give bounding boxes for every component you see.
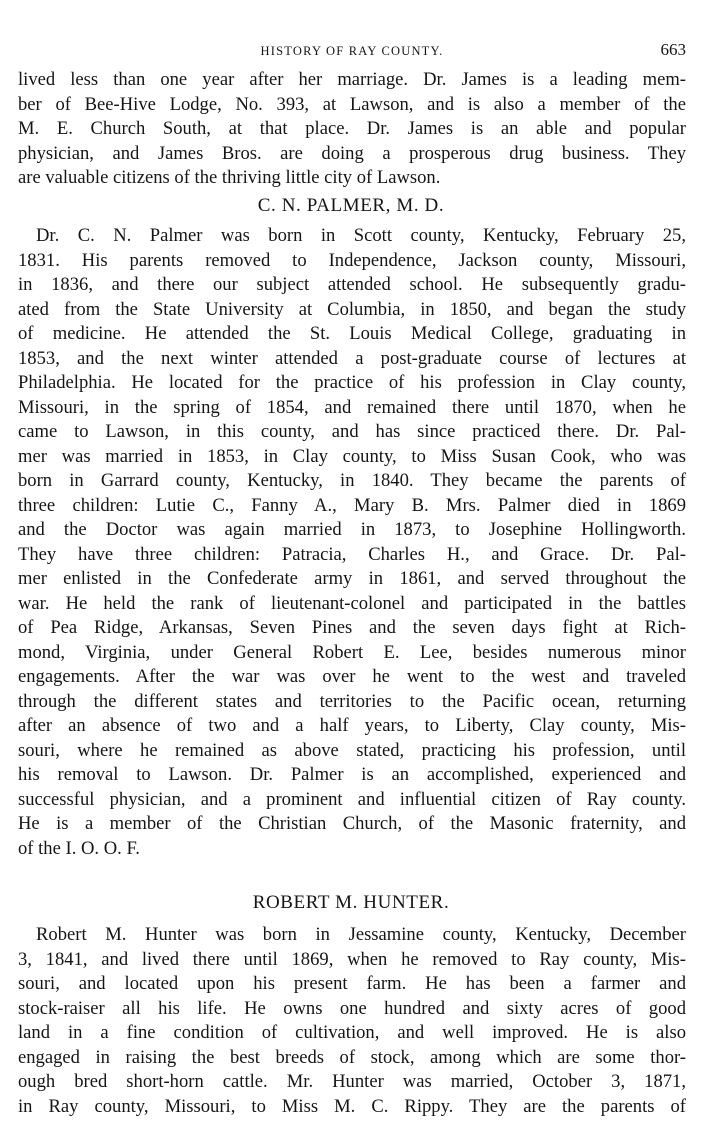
section-heading-hunter: ROBERT M. HUNTER.	[252, 892, 450, 913]
text-line: souri, where he remained as above stated, practicing his profession, until	[18, 739, 686, 761]
text-line: engagements. After the war was over he went to the west and traveled	[18, 666, 686, 687]
text-line: three children: Lutie C., Fanny A., Mary B. Mrs. Palmer died in 1869	[18, 494, 686, 516]
paragraph-palmer	[18, 224, 686, 861]
text-line: Dr. C. N. Palmer was born in Scott county, Kentucky, February 25,	[36, 225, 686, 246]
page-header	[18, 40, 686, 64]
text-line: souri, and located upon his present farm. He has been a farmer and	[18, 973, 686, 994]
text-line: mond, Virginia, under General Robert E. Lee, besides numerous minor	[18, 641, 686, 663]
text-line: 1831. His parents removed to Independence, Jackson county, Missouri,	[18, 249, 686, 271]
text-line: through the different states and territories to the Pacific ocean, returning	[18, 690, 686, 712]
text-line: lived less than one year after her marriage. Dr. James is a leading mem-	[18, 69, 686, 90]
text-line: came to Lawson, in this county, and has since practiced there. Dr. Pal-	[18, 421, 686, 442]
text-line: physician, and James Bros. are doing a prosperous drug business. They	[18, 142, 686, 164]
text-line: engaged in raising the best breeds of stock, among which are some thor-	[18, 1046, 686, 1068]
text-line: M. E. Church South, at that place. Dr. James is an able and popular	[18, 118, 686, 139]
text-line: are valuable citizens of the thriving little city of Lawson.	[18, 167, 441, 188]
text-line: 1853, and the next winter attended a post-graduate course of lectures at	[18, 347, 686, 369]
text-line: 3, 1841, and lived there until 1869, when he removed to Ray county, Mis-	[18, 948, 686, 970]
text-line: in 1836, and there our subject attended school. He subsequently gradu-	[18, 274, 686, 295]
section-heading-palmer: C. N. PALMER, M. D.	[257, 195, 445, 216]
text-line: successful physician, and a prominent and influential citizen of Ray county.	[18, 788, 686, 810]
text-line: after an absence of two and a half years, to Liberty, Clay county, Mis-	[18, 715, 686, 736]
text-line: war. He held the rank of lieutenant-colonel and participated in the battles	[18, 592, 686, 614]
text-line: land in a fine condition of cultivation, and well improved. He is also	[18, 1022, 686, 1043]
text-line: Missouri, in the spring of 1854, and remained there until 1870, when he	[18, 396, 686, 418]
text-line: He is a member of the Christian Church, of the Masonic fraternity, and	[18, 813, 686, 834]
text-line: of the I. O. O. F.	[18, 837, 140, 859]
text-line: stock-raiser all his life. He owns one hundred and sixty acres of good	[18, 997, 686, 1019]
text-line: in Ray county, Missouri, to Miss M. C. Rippy. They are the parents of	[18, 1095, 686, 1117]
page-number: 663	[660, 40, 686, 59]
text-line: mer enlisted in the Confederate army in 1861, and served throughout the	[18, 568, 686, 589]
text-line: of Pea Ridge, Arkansas, Seven Pines and the seven days fight at Rich-	[18, 617, 686, 638]
text-line: ber of Bee-Hive Lodge, No. 393, at Lawson, and is also a member of the	[18, 93, 686, 115]
text-line: and the Doctor was again married in 1873, to Josephine Hollingworth.	[18, 519, 686, 540]
text-line: born in Garrard county, Kentucky, in 1840. They became the parents of	[18, 470, 686, 491]
text-line: Philadelphia. He located for the practice of his profession in Clay county,	[18, 372, 686, 393]
paragraph-hunter	[18, 923, 686, 1119]
text-line: mer was married in 1853, in Clay county, to Miss Susan Cook, who was	[18, 445, 686, 467]
text-line: ough bred short-horn cattle. Mr. Hunter was married, October 3, 1871,	[18, 1071, 686, 1092]
text-line: his removal to Lawson. Dr. Palmer is an accomplished, experienced and	[18, 764, 686, 785]
text-line: ated from the State University at Columbia, in 1850, and began the study	[18, 298, 686, 320]
text-line: They have three children: Patracia, Charles H., and Grace. Dr. Pal-	[18, 543, 686, 565]
text-line: Robert M. Hunter was born in Jessamine county, Kentucky, December	[36, 924, 686, 945]
paragraph-james-continued	[18, 68, 686, 191]
text-line: of medicine. He attended the St. Louis Medical College, graduating in	[18, 323, 686, 344]
running-title: HISTORY OF RAY COUNTY.	[260, 44, 444, 58]
